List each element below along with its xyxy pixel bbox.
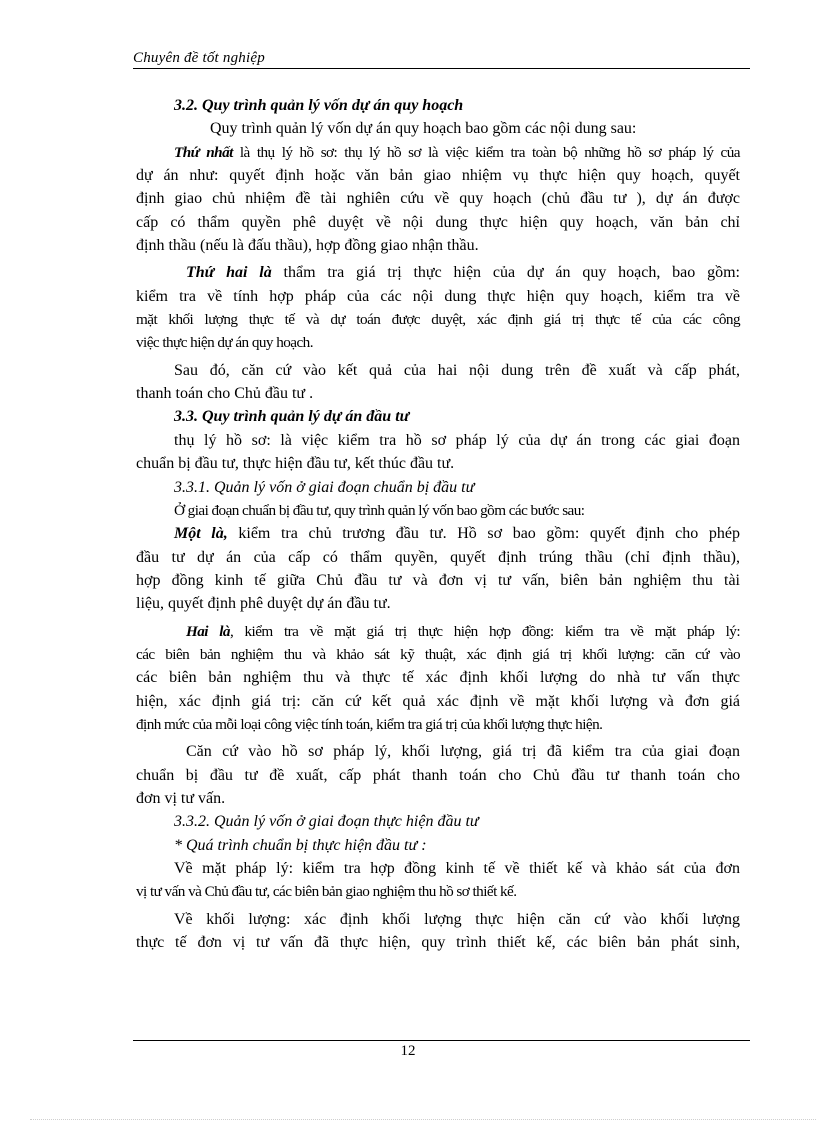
- paragraph-line: hiện, xác định giá trị: căn cứ kết quả xác định về mặt khối lượng và đơn giá: [136, 692, 740, 710]
- paragraph-line: vị tư vấn và Chủ đầu tư, các biên bản giao nghiệm thu hồ sơ thiết kế.: [136, 883, 517, 901]
- paragraph-line: Sau đó, căn cứ vào kết quả của hai nội dung trên đề xuất và cấp phát,: [174, 361, 740, 379]
- paragraph-line: Căn cứ vào hồ sơ pháp lý, khối lượng, giá trị đã kiểm tra của giai đoạn: [186, 743, 740, 761]
- paragraph-line: Ở giai đoạn chuẩn bị đầu tư, quy trình quản lý vốn bao gồm các bước sau:: [174, 501, 585, 519]
- header-rule: [133, 68, 750, 69]
- paragraph-line: mặt khối lượng thực tế và dự toán được duyệt, xác định giá trị thực tế của các công: [136, 311, 740, 329]
- subsection-heading-3-3-2: 3.3.2. Quản lý vốn ở giai đoạn thực hiện đầu tư: [174, 813, 479, 831]
- page-bottom-dotted-edge: [30, 1119, 816, 1120]
- paragraph-line: chuẩn bị đầu tư đề xuất, cấp phát thanh toán cho Chủ đầu tư thanh toán cho: [136, 766, 740, 784]
- paragraph-line: chuẩn bị đầu tư, thực hiện đầu tư, kết thúc đầu tư.: [136, 455, 455, 473]
- paragraph-line: thanh toán cho Chủ đầu tư .: [136, 385, 314, 403]
- paragraph-line: liệu, quyết định phê duyệt dự án đầu tư.: [136, 595, 391, 613]
- sub-item-heading: * Quá trình chuẩn bị thực hiện đầu tư :: [174, 836, 427, 854]
- paragraph-line: đầu tư dự án của cấp có thẩm quyền, quyết định trúng thầu (chỉ định thầu),: [136, 548, 740, 566]
- paragraph-line: định mức của mỗi loại công việc tính toán, kiểm tra giá trị của khối lượng thực hiện.: [136, 715, 603, 733]
- paragraph-line: Về khối lượng: xác định khối lượng thực hiện căn cứ vào khối lượng: [174, 910, 740, 928]
- paragraph-line: hợp đồng kinh tế giữa Chủ đầu tư và đơn vị tư vấn, biên bản nghiệm thu tài: [136, 571, 740, 589]
- subsection-heading-3-3-1: 3.3.1. Quản lý vốn ở giai đoạn chuẩn bị đầu tư: [174, 478, 475, 496]
- paragraph-line: [136, 261, 740, 284]
- running-header-title: Chuyên đề tốt nghiệp: [133, 50, 265, 66]
- paragraph-line: đơn vị tư vấn.: [136, 789, 226, 807]
- lead-term: Một là,: [174, 525, 228, 543]
- paragraph-line: các biên bản nghiệm thu và khảo sát kỹ thuật, xác định giá trị khối lượng: căn cứ vào: [136, 645, 740, 663]
- footer-rule: [133, 1040, 750, 1041]
- lead-term: Thứ hai là: [186, 264, 272, 282]
- paragraph-line: kiểm tra về tính hợp pháp của các nội dung thực hiện quy hoạch, kiểm tra về: [136, 287, 740, 305]
- paragraph-line: định giao chủ nhiệm đề tài nghiên cứu về quy hoạch (chủ đầu tư ), dự án được: [136, 190, 740, 208]
- paragraph-line: [136, 522, 740, 545]
- intro-line: Quy trình quản lý vốn dự án quy hoạch bao gồm các nội dung sau:: [210, 120, 637, 138]
- paragraph-line: việc thực hiện dự án quy hoạch.: [136, 334, 313, 352]
- line-text: kiểm tra chủ trương đầu tư. Hồ sơ bao gồm: quyết định cho phép: [227, 525, 740, 543]
- document-body: [136, 94, 740, 954]
- paragraph-line: định thầu (nếu là đấu thầu), hợp đồng giao nhận thầu.: [136, 237, 479, 255]
- page-number: 12: [400, 1043, 416, 1059]
- paragraph-line: [136, 141, 740, 164]
- line-text: là thụ lý hồ sơ: thụ lý hồ sơ là việc kiểm tra toàn bộ những hồ sơ pháp lý của: [232, 143, 740, 161]
- paragraph-line: các biên bản nghiệm thu và thực tế xác định khối lượng do nhà tư vấn thực: [136, 669, 740, 687]
- section-heading-3-2: 3.2. Quy trình quản lý vốn dự án quy hoạch: [174, 97, 464, 114]
- line-text: , kiểm tra về mặt giá trị thực hiện hợp đồng: kiểm tra về mặt pháp lý:: [229, 622, 741, 640]
- paragraph-line: thực tế đơn vị tư vấn đã thực hiện, quy trình thiết kế, các biên bản phát sinh,: [136, 934, 740, 952]
- paragraph-line: Về mặt pháp lý: kiểm tra hợp đồng kinh tế về thiết kế và khảo sát của đơn: [174, 860, 740, 877]
- lead-term: Thứ nhất: [174, 143, 233, 161]
- paragraph-line: [136, 620, 740, 643]
- section-heading-3-3: 3.3. Quy trình quản lý dự án đầu tư: [174, 408, 410, 426]
- paragraph-line: dự án như: quyết định hoặc văn bản giao nhiệm vụ thực hiện quy hoạch, quyết: [136, 167, 740, 185]
- line-text: thẩm tra giá trị thực hiện của dự án quy hoạch, bao gồm:: [271, 264, 740, 282]
- paragraph-line: thụ lý hồ sơ: là việc kiểm tra hồ sơ pháp lý của dự án trong các giai đoạn: [174, 431, 740, 449]
- lead-term: Hai là: [186, 622, 230, 640]
- paragraph-line: cấp có thẩm quyền phê duyệt về nội dung thực hiện quy hoạch, văn bản chỉ: [136, 213, 740, 231]
